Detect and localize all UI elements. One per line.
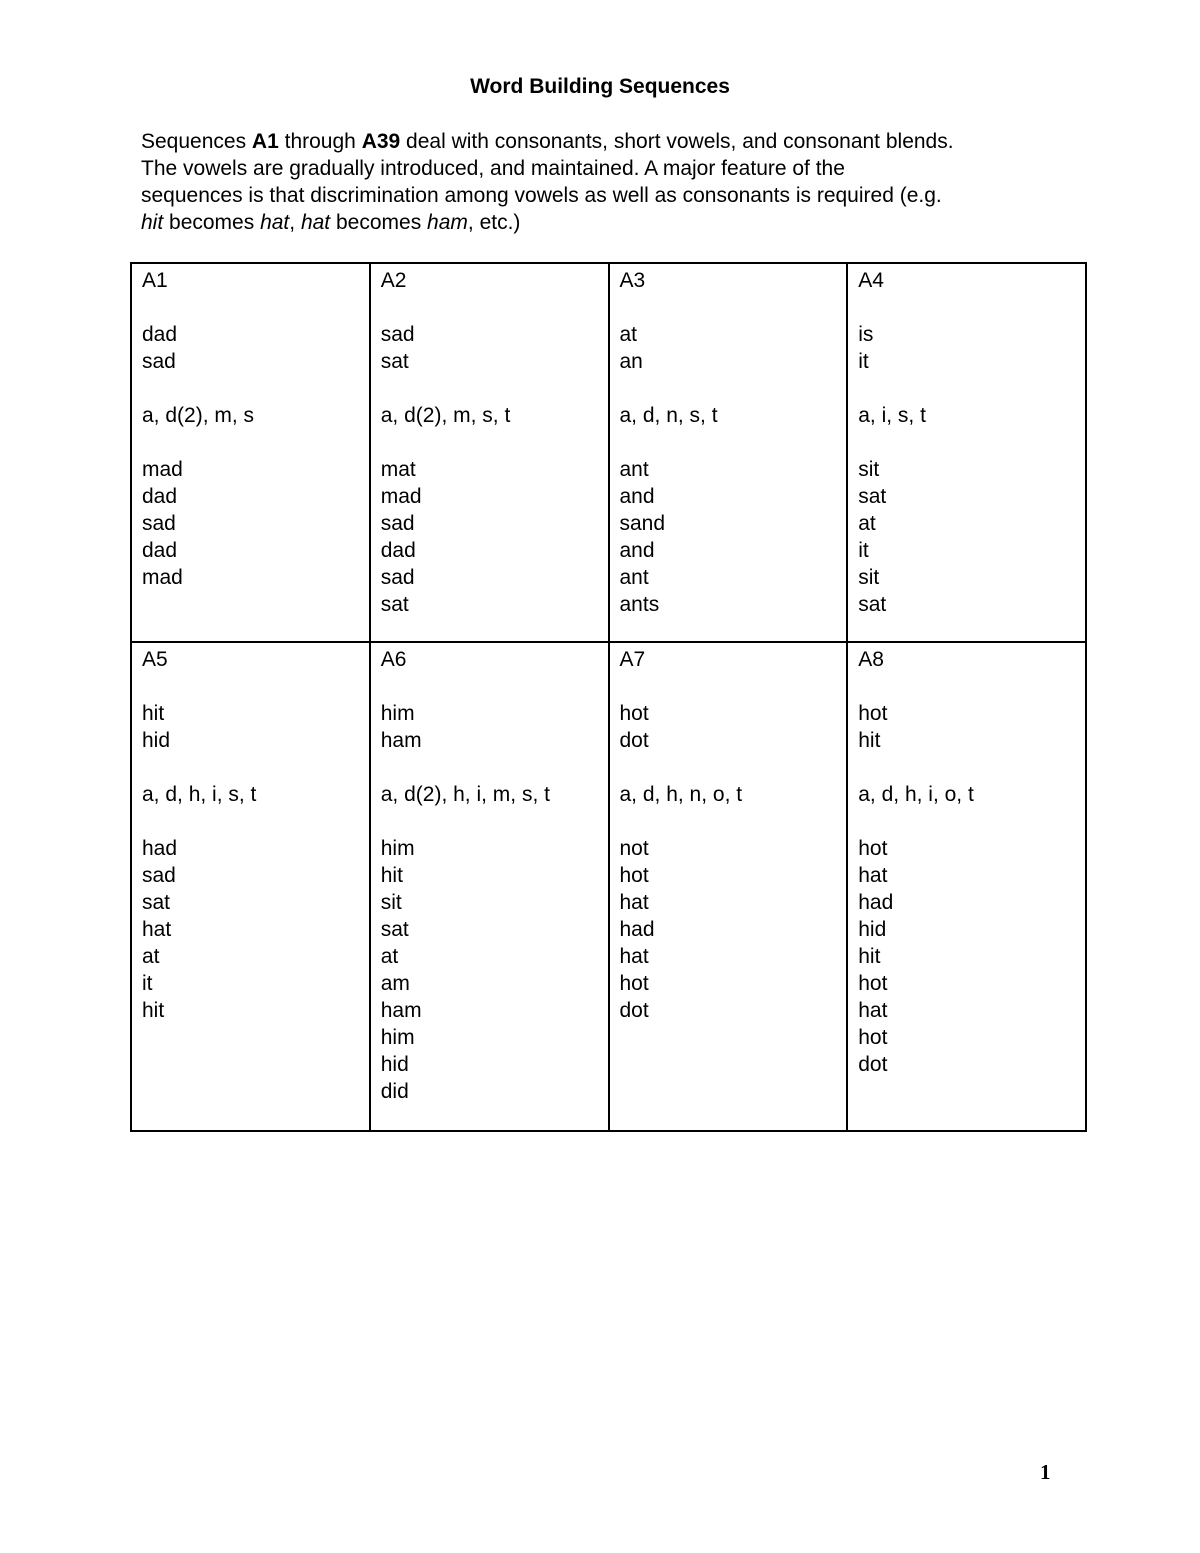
sequence-label: A4 xyxy=(858,269,884,292)
spacer xyxy=(142,375,359,402)
sequence-cell xyxy=(370,263,609,642)
start-word: sad xyxy=(142,350,176,373)
sequence-word: did xyxy=(380,1080,409,1103)
spacer xyxy=(381,673,598,700)
sequence-word: at xyxy=(142,945,160,968)
letter-set: a, d(2), m, s xyxy=(142,404,255,427)
sequence-word: hot xyxy=(858,972,888,995)
sequence-word: sat xyxy=(858,593,887,616)
spacer xyxy=(620,754,837,781)
sequence-word: hit xyxy=(858,945,881,968)
intro-bold-a39: A39 xyxy=(361,130,401,153)
sequence-cell xyxy=(370,642,609,1131)
sequence-word: ants xyxy=(619,593,660,616)
start-word: is xyxy=(858,323,874,346)
sequence-label: A5 xyxy=(142,648,168,671)
sequence-word: him xyxy=(380,1026,415,1049)
sequence-word: at xyxy=(858,512,876,535)
spacer xyxy=(142,808,359,835)
page-number: 1 xyxy=(1040,1460,1051,1484)
sequence-word: ham xyxy=(380,999,422,1022)
sequence-label: A7 xyxy=(619,648,646,671)
intro-text: becomes xyxy=(330,211,428,234)
intro-line-4 xyxy=(141,209,1101,236)
sequence-word: had xyxy=(858,891,894,914)
sequence-word: hit xyxy=(142,999,165,1022)
intro-italic-word: hit xyxy=(141,211,164,234)
sequence-word: hot xyxy=(858,837,888,860)
letter-set: a, d, h, i, o, t xyxy=(858,783,974,806)
start-word: at xyxy=(619,323,638,346)
intro-bold-a1: A1 xyxy=(251,130,279,153)
sequence-label: A2 xyxy=(380,269,407,292)
intro-line-3: sequences is that discrimination among vowels as well as consonants is required (e.g. xyxy=(141,184,942,207)
spacer xyxy=(858,673,1075,700)
intro-paragraph xyxy=(141,128,1101,236)
sequence-word: ant xyxy=(619,566,649,589)
spacer xyxy=(142,294,359,321)
start-word: dad xyxy=(142,323,178,346)
sequence-label: A8 xyxy=(858,648,884,671)
sequence-table xyxy=(130,262,1087,1132)
letter-set: a, d, h, n, o, t xyxy=(619,783,743,806)
sequence-word: it xyxy=(142,972,153,995)
sequence-word: and xyxy=(619,539,655,562)
sequence-word: mad xyxy=(380,485,422,508)
sequence-word: dad xyxy=(380,539,416,562)
intro-text: deal with consonants, short vowels, and consonant blends. xyxy=(400,130,954,153)
intro-line-1 xyxy=(141,128,1101,155)
spacer xyxy=(858,808,1075,835)
start-word: hot xyxy=(858,702,888,725)
sequence-word: ant xyxy=(619,458,649,481)
spacer xyxy=(858,294,1075,321)
sequence-word: mad xyxy=(142,458,183,481)
sequence-word: sad xyxy=(380,512,415,535)
start-word: dot xyxy=(619,729,649,752)
sequence-cell xyxy=(609,642,848,1131)
sequence-word: hat xyxy=(858,999,888,1022)
sequence-word: dad xyxy=(142,539,178,562)
sequence-word: hat xyxy=(619,891,649,914)
intro-italic-word: ham xyxy=(427,211,468,234)
start-word: sat xyxy=(380,350,409,373)
sequence-word: dot xyxy=(619,999,649,1022)
sequence-word: hat xyxy=(142,918,172,941)
spacer xyxy=(620,294,837,321)
sequence-word: hit xyxy=(380,864,403,887)
sequence-word: sad xyxy=(380,566,415,589)
sequence-word: hot xyxy=(619,864,649,887)
spacer xyxy=(381,294,598,321)
spacer xyxy=(381,375,598,402)
sequence-word: sad xyxy=(142,864,176,887)
sequence-word: sit xyxy=(858,458,880,481)
sequence-word: hot xyxy=(858,1026,888,1049)
letter-set: a, d(2), m, s, t xyxy=(380,404,511,427)
sequence-row-2 xyxy=(131,642,1086,1131)
sequence-cell xyxy=(847,642,1086,1131)
intro-text: , etc.) xyxy=(467,211,521,234)
sequence-word: and xyxy=(619,485,655,508)
letter-set: a, i, s, t xyxy=(858,404,926,427)
spacer xyxy=(142,673,359,700)
sequence-word: mad xyxy=(142,566,183,589)
sequence-label: A3 xyxy=(619,269,646,292)
spacer xyxy=(620,429,837,456)
sequence-word: hat xyxy=(619,945,649,968)
spacer xyxy=(142,754,359,781)
sequence-word: sat xyxy=(380,918,409,941)
sequence-cell xyxy=(609,263,848,642)
letter-set: a, d, n, s, t xyxy=(619,404,718,427)
sequence-word: sat xyxy=(142,891,171,914)
letter-set: a, d, h, i, s, t xyxy=(142,783,257,806)
intro-line-2: The vowels are gradually introduced, and maintained. A major feature of the xyxy=(141,157,845,180)
start-word: an xyxy=(619,350,643,373)
spacer xyxy=(620,673,837,700)
sequence-word: it xyxy=(858,539,869,562)
sequence-word: sat xyxy=(858,485,887,508)
sequence-label: A1 xyxy=(142,269,168,292)
sequence-word: sit xyxy=(858,566,880,589)
spacer xyxy=(142,429,359,456)
start-word: it xyxy=(858,350,869,373)
sequence-word: at xyxy=(380,945,399,968)
sequence-word: sand xyxy=(619,512,666,535)
spacer xyxy=(381,808,598,835)
start-word: hot xyxy=(619,702,649,725)
sequence-row-1 xyxy=(131,263,1086,642)
sequence-word: hat xyxy=(858,864,888,887)
spacer xyxy=(381,429,598,456)
sequence-cell xyxy=(131,263,370,642)
spacer xyxy=(620,808,837,835)
intro-text: , xyxy=(289,211,301,234)
sequence-cell xyxy=(847,263,1086,642)
sequence-word: sit xyxy=(380,891,402,914)
start-word: hid xyxy=(142,729,171,752)
sequence-word: mat xyxy=(380,458,416,481)
page-title: Word Building Sequences xyxy=(470,75,730,98)
sequence-word: had xyxy=(619,918,655,941)
sequence-word: him xyxy=(380,837,415,860)
sequence-word: sad xyxy=(142,512,176,535)
sequence-word: dad xyxy=(142,485,178,508)
start-word: ham xyxy=(380,729,422,752)
spacer xyxy=(858,429,1075,456)
spacer xyxy=(620,375,837,402)
sequence-word: dot xyxy=(858,1053,888,1076)
intro-text: through xyxy=(278,130,362,153)
intro-text: becomes xyxy=(163,211,261,234)
sequence-cell xyxy=(131,642,370,1131)
sequence-word: sat xyxy=(380,593,409,616)
sequence-word: not xyxy=(619,837,649,860)
intro-italic-word: hat xyxy=(300,211,331,234)
sequence-word: am xyxy=(380,972,410,995)
start-word: him xyxy=(380,702,415,725)
start-word: sad xyxy=(380,323,415,346)
letter-set: a, d(2), h, i, m, s, t xyxy=(380,783,550,806)
sequence-word: hot xyxy=(619,972,649,995)
start-word: hit xyxy=(858,729,881,752)
spacer xyxy=(858,754,1075,781)
sequence-word: hid xyxy=(858,918,887,941)
sequence-word: hid xyxy=(380,1053,409,1076)
intro-text: Sequences xyxy=(141,130,252,153)
spacer xyxy=(858,375,1075,402)
intro-italic-word: hat xyxy=(260,211,290,234)
sequence-label: A6 xyxy=(380,648,407,671)
spacer xyxy=(381,754,598,781)
sequence-word: had xyxy=(142,837,178,860)
start-word: hit xyxy=(142,702,165,725)
